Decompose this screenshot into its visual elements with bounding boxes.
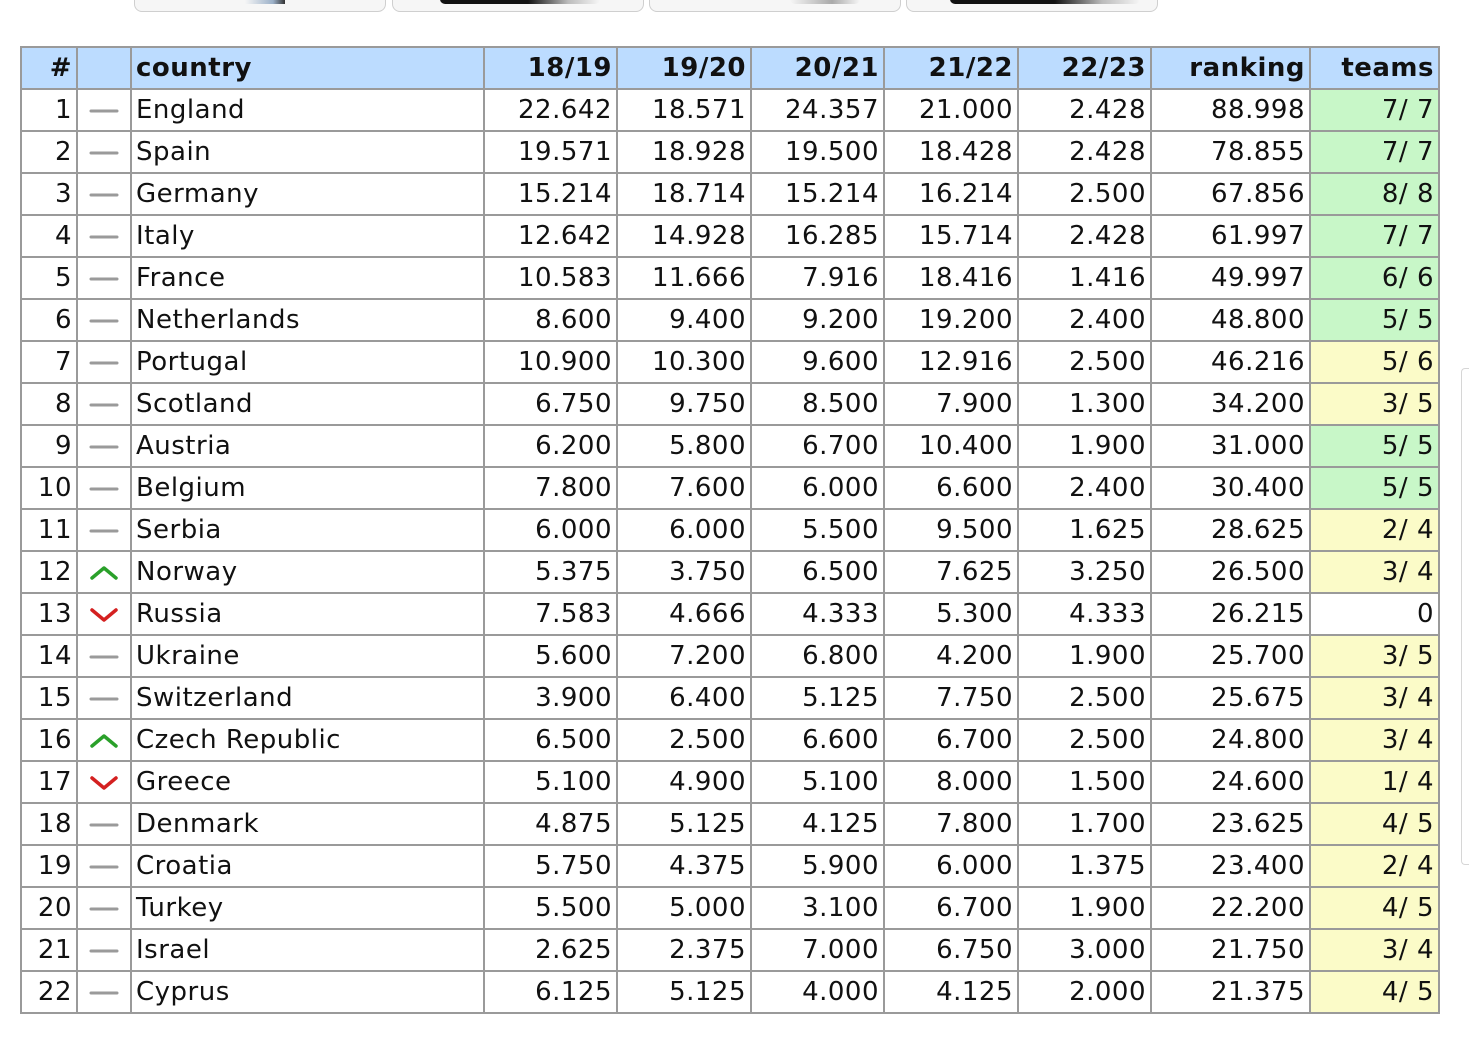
cell-season-coefficient: 4.125 <box>884 971 1018 1013</box>
chevron-down-icon <box>88 773 120 793</box>
header-season-21-22[interactable]: 21/22 <box>884 47 1018 89</box>
cell-teams: 3/ 4 <box>1310 929 1439 971</box>
cell-ranking: 88.998 <box>1151 89 1310 131</box>
cell-rank: 4 <box>21 215 77 257</box>
cell-country[interactable]: Russia <box>131 593 484 635</box>
cell-season-coefficient: 15.214 <box>751 173 884 215</box>
cell-season-coefficient: 2.500 <box>1018 173 1151 215</box>
cell-season-coefficient: 1.900 <box>1018 887 1151 929</box>
cell-ranking: 30.400 <box>1151 467 1310 509</box>
cell-teams: 3/ 4 <box>1310 677 1439 719</box>
cell-season-coefficient: 7.800 <box>484 467 617 509</box>
cell-season-coefficient: 6.700 <box>884 719 1018 761</box>
cell-season-coefficient: 1.900 <box>1018 425 1151 467</box>
cell-ranking: 26.500 <box>1151 551 1310 593</box>
cell-trend <box>77 593 131 635</box>
cell-teams: 4/ 5 <box>1310 887 1439 929</box>
cell-trend <box>77 509 131 551</box>
cell-ranking: 46.216 <box>1151 341 1310 383</box>
dash-icon <box>88 815 120 835</box>
cell-rank: 2 <box>21 131 77 173</box>
cell-rank: 13 <box>21 593 77 635</box>
cell-rank: 8 <box>21 383 77 425</box>
cell-trend <box>77 173 131 215</box>
cell-season-coefficient: 7.916 <box>751 257 884 299</box>
cell-season-coefficient: 7.750 <box>884 677 1018 719</box>
cell-season-coefficient: 7.900 <box>884 383 1018 425</box>
cell-trend <box>77 89 131 131</box>
header-ranking[interactable]: ranking <box>1151 47 1310 89</box>
cell-season-coefficient: 2.428 <box>1018 215 1151 257</box>
cell-teams: 4/ 5 <box>1310 803 1439 845</box>
cell-season-coefficient: 2.500 <box>1018 677 1151 719</box>
cell-ranking: 78.855 <box>1151 131 1310 173</box>
table-row <box>21 677 1439 719</box>
cell-season-coefficient: 11.666 <box>617 257 751 299</box>
table-row <box>21 593 1439 635</box>
table-header-row <box>21 47 1439 89</box>
dash-icon <box>88 269 120 289</box>
cell-rank: 7 <box>21 341 77 383</box>
cell-trend <box>77 803 131 845</box>
table-row <box>21 803 1439 845</box>
table-row <box>21 341 1439 383</box>
cell-season-coefficient: 8.600 <box>484 299 617 341</box>
cell-season-coefficient: 6.750 <box>884 929 1018 971</box>
cell-season-coefficient: 18.428 <box>884 131 1018 173</box>
cell-country[interactable]: Spain <box>131 131 484 173</box>
cell-season-coefficient: 6.800 <box>751 635 884 677</box>
thumbnail-image <box>440 0 600 4</box>
cell-ranking: 21.375 <box>1151 971 1310 1013</box>
dash-icon <box>88 353 120 373</box>
cell-season-coefficient: 8.500 <box>751 383 884 425</box>
cell-season-coefficient: 9.500 <box>884 509 1018 551</box>
table-row <box>21 131 1439 173</box>
cell-country[interactable]: Switzerland <box>131 677 484 719</box>
cell-season-coefficient: 4.125 <box>751 803 884 845</box>
cell-ranking: 61.997 <box>1151 215 1310 257</box>
cell-season-coefficient: 1.900 <box>1018 635 1151 677</box>
cell-country[interactable]: Scotland <box>131 383 484 425</box>
table-row <box>21 509 1439 551</box>
dash-icon <box>88 395 120 415</box>
cell-trend <box>77 383 131 425</box>
cell-season-coefficient: 4.666 <box>617 593 751 635</box>
side-panel-edge <box>1461 368 1469 865</box>
table-row <box>21 551 1439 593</box>
cell-season-coefficient: 5.300 <box>884 593 1018 635</box>
cell-season-coefficient: 5.800 <box>617 425 751 467</box>
cell-trend <box>77 635 131 677</box>
cell-ranking: 23.400 <box>1151 845 1310 887</box>
cell-season-coefficient: 8.000 <box>884 761 1018 803</box>
dash-icon <box>88 227 120 247</box>
cell-teams: 5/ 5 <box>1310 299 1439 341</box>
cell-season-coefficient: 4.333 <box>1018 593 1151 635</box>
cell-teams: 2/ 4 <box>1310 509 1439 551</box>
cell-ranking: 67.856 <box>1151 173 1310 215</box>
cell-season-coefficient: 5.125 <box>617 803 751 845</box>
cell-season-coefficient: 1.416 <box>1018 257 1151 299</box>
cell-season-coefficient: 18.928 <box>617 131 751 173</box>
uefa-country-ranking-table <box>20 46 1440 1014</box>
cell-season-coefficient: 1.375 <box>1018 845 1151 887</box>
cell-teams: 4/ 5 <box>1310 971 1439 1013</box>
cell-season-coefficient: 5.375 <box>484 551 617 593</box>
cell-teams: 5/ 5 <box>1310 425 1439 467</box>
cell-teams: 7/ 7 <box>1310 89 1439 131</box>
cell-season-coefficient: 3.900 <box>484 677 617 719</box>
cell-country[interactable]: Germany <box>131 173 484 215</box>
dash-icon <box>88 647 120 667</box>
cell-season-coefficient: 12.642 <box>484 215 617 257</box>
cell-season-coefficient: 4.333 <box>751 593 884 635</box>
cell-country[interactable]: Greece <box>131 761 484 803</box>
cell-season-coefficient: 4.875 <box>484 803 617 845</box>
table-row <box>21 299 1439 341</box>
cell-ranking: 48.800 <box>1151 299 1310 341</box>
cell-country[interactable]: Czech Republic <box>131 719 484 761</box>
cell-season-coefficient: 2.428 <box>1018 131 1151 173</box>
cell-trend <box>77 887 131 929</box>
cell-teams: 3/ 4 <box>1310 551 1439 593</box>
cell-season-coefficient: 19.571 <box>484 131 617 173</box>
cell-rank: 16 <box>21 719 77 761</box>
dash-icon <box>88 101 120 121</box>
cell-rank: 6 <box>21 299 77 341</box>
cell-season-coefficient: 1.625 <box>1018 509 1151 551</box>
cell-trend <box>77 677 131 719</box>
cell-trend <box>77 761 131 803</box>
cell-teams: 1/ 4 <box>1310 761 1439 803</box>
cell-season-coefficient: 2.400 <box>1018 467 1151 509</box>
cell-country[interactable]: Portugal <box>131 341 484 383</box>
cell-season-coefficient: 9.750 <box>617 383 751 425</box>
cell-teams: 6/ 6 <box>1310 257 1439 299</box>
cell-season-coefficient: 15.714 <box>884 215 1018 257</box>
cell-rank: 21 <box>21 929 77 971</box>
cell-country[interactable]: Belgium <box>131 467 484 509</box>
cell-season-coefficient: 3.750 <box>617 551 751 593</box>
cell-season-coefficient: 6.600 <box>884 467 1018 509</box>
cell-season-coefficient: 5.750 <box>484 845 617 887</box>
cell-season-coefficient: 6.000 <box>617 509 751 551</box>
chevron-down-icon <box>88 605 120 625</box>
cell-trend <box>77 131 131 173</box>
cell-season-coefficient: 10.300 <box>617 341 751 383</box>
header-season-20-21[interactable]: 20/21 <box>751 47 884 89</box>
cell-trend <box>77 215 131 257</box>
cell-teams: 8/ 8 <box>1310 173 1439 215</box>
cell-season-coefficient: 10.583 <box>484 257 617 299</box>
cell-ranking: 22.200 <box>1151 887 1310 929</box>
table-row <box>21 929 1439 971</box>
header-teams[interactable]: teams <box>1310 47 1439 89</box>
cell-country[interactable]: France <box>131 257 484 299</box>
dash-icon <box>88 437 120 457</box>
cell-ranking: 26.215 <box>1151 593 1310 635</box>
thumbnail-image <box>950 0 1140 4</box>
cell-teams: 2/ 4 <box>1310 845 1439 887</box>
cell-season-coefficient: 6.000 <box>484 509 617 551</box>
cell-rank: 17 <box>21 761 77 803</box>
cell-rank: 18 <box>21 803 77 845</box>
cell-season-coefficient: 2.500 <box>1018 719 1151 761</box>
cell-country[interactable]: England <box>131 89 484 131</box>
thumbnail-tab[interactable] <box>649 0 901 12</box>
table-row <box>21 635 1439 677</box>
cell-rank: 14 <box>21 635 77 677</box>
cell-trend <box>77 341 131 383</box>
cell-season-coefficient: 1.300 <box>1018 383 1151 425</box>
cell-season-coefficient: 5.000 <box>617 887 751 929</box>
cell-season-coefficient: 2.428 <box>1018 89 1151 131</box>
cell-country[interactable]: Italy <box>131 215 484 257</box>
cell-season-coefficient: 9.200 <box>751 299 884 341</box>
cell-season-coefficient: 6.600 <box>751 719 884 761</box>
cell-season-coefficient: 6.500 <box>751 551 884 593</box>
cell-season-coefficient: 5.500 <box>751 509 884 551</box>
cell-ranking: 23.625 <box>1151 803 1310 845</box>
cell-season-coefficient: 19.200 <box>884 299 1018 341</box>
cell-country[interactable]: Denmark <box>131 803 484 845</box>
cell-country[interactable]: Israel <box>131 929 484 971</box>
cell-season-coefficient: 4.000 <box>751 971 884 1013</box>
cell-season-coefficient: 18.416 <box>884 257 1018 299</box>
cell-rank: 10 <box>21 467 77 509</box>
cell-season-coefficient: 7.583 <box>484 593 617 635</box>
header-season-22-23[interactable]: 22/23 <box>1018 47 1151 89</box>
table-row <box>21 971 1439 1013</box>
cell-season-coefficient: 7.200 <box>617 635 751 677</box>
cell-country[interactable]: Norway <box>131 551 484 593</box>
cell-teams: 5/ 6 <box>1310 341 1439 383</box>
cell-rank: 15 <box>21 677 77 719</box>
cell-season-coefficient: 2.000 <box>1018 971 1151 1013</box>
cell-season-coefficient: 9.600 <box>751 341 884 383</box>
table-row <box>21 425 1439 467</box>
cell-trend <box>77 467 131 509</box>
table-row <box>21 383 1439 425</box>
dash-icon <box>88 857 120 877</box>
cell-season-coefficient: 2.375 <box>617 929 751 971</box>
cell-season-coefficient: 12.916 <box>884 341 1018 383</box>
cell-ranking: 21.750 <box>1151 929 1310 971</box>
cell-season-coefficient: 16.285 <box>751 215 884 257</box>
table-row <box>21 257 1439 299</box>
cell-ranking: 25.675 <box>1151 677 1310 719</box>
cell-country[interactable]: Croatia <box>131 845 484 887</box>
cell-season-coefficient: 7.625 <box>884 551 1018 593</box>
cell-season-coefficient: 18.714 <box>617 173 751 215</box>
cell-season-coefficient: 15.214 <box>484 173 617 215</box>
dash-icon <box>88 311 120 331</box>
cell-season-coefficient: 6.400 <box>617 677 751 719</box>
cell-season-coefficient: 7.600 <box>617 467 751 509</box>
cell-season-coefficient: 18.571 <box>617 89 751 131</box>
cell-ranking: 24.600 <box>1151 761 1310 803</box>
cell-teams: 7/ 7 <box>1310 131 1439 173</box>
dash-icon <box>88 899 120 919</box>
cell-season-coefficient: 1.500 <box>1018 761 1151 803</box>
header-season-19-20[interactable]: 19/20 <box>617 47 751 89</box>
cell-season-coefficient: 3.100 <box>751 887 884 929</box>
cell-season-coefficient: 6.750 <box>484 383 617 425</box>
cell-season-coefficient: 19.500 <box>751 131 884 173</box>
cell-rank: 20 <box>21 887 77 929</box>
cell-season-coefficient: 6.500 <box>484 719 617 761</box>
thumbnail-image <box>790 0 860 4</box>
table-row <box>21 845 1439 887</box>
cell-season-coefficient: 2.500 <box>1018 341 1151 383</box>
cell-teams: 3/ 5 <box>1310 383 1439 425</box>
cell-trend <box>77 425 131 467</box>
cell-season-coefficient: 10.400 <box>884 425 1018 467</box>
cell-season-coefficient: 21.000 <box>884 89 1018 131</box>
cell-season-coefficient: 5.500 <box>484 887 617 929</box>
cell-season-coefficient: 4.900 <box>617 761 751 803</box>
cell-season-coefficient: 3.250 <box>1018 551 1151 593</box>
cell-ranking: 24.800 <box>1151 719 1310 761</box>
top-thumbnail-strip <box>130 0 1160 12</box>
cell-trend <box>77 257 131 299</box>
cell-trend <box>77 719 131 761</box>
cell-country[interactable]: Turkey <box>131 887 484 929</box>
cell-season-coefficient: 6.700 <box>884 887 1018 929</box>
cell-season-coefficient: 4.200 <box>884 635 1018 677</box>
cell-season-coefficient: 9.400 <box>617 299 751 341</box>
cell-season-coefficient: 3.000 <box>1018 929 1151 971</box>
cell-season-coefficient: 16.214 <box>884 173 1018 215</box>
cell-trend <box>77 929 131 971</box>
cell-season-coefficient: 6.700 <box>751 425 884 467</box>
cell-teams: 0 <box>1310 593 1439 635</box>
dash-icon <box>88 689 120 709</box>
cell-trend <box>77 299 131 341</box>
cell-rank: 1 <box>21 89 77 131</box>
chevron-up-icon <box>88 731 120 751</box>
cell-season-coefficient: 7.000 <box>751 929 884 971</box>
cell-teams: 7/ 7 <box>1310 215 1439 257</box>
cell-country[interactable]: Ukraine <box>131 635 484 677</box>
cell-season-coefficient: 7.800 <box>884 803 1018 845</box>
thumbnail-image <box>245 0 285 4</box>
table-row <box>21 719 1439 761</box>
dash-icon <box>88 941 120 961</box>
cell-season-coefficient: 1.700 <box>1018 803 1151 845</box>
cell-season-coefficient: 5.100 <box>751 761 884 803</box>
header-rank[interactable]: # <box>21 47 77 89</box>
header-season-18-19[interactable]: 18/19 <box>484 47 617 89</box>
cell-season-coefficient: 14.928 <box>617 215 751 257</box>
cell-rank: 22 <box>21 971 77 1013</box>
cell-season-coefficient: 5.125 <box>617 971 751 1013</box>
chevron-up-icon <box>88 563 120 583</box>
cell-teams: 3/ 5 <box>1310 635 1439 677</box>
cell-rank: 19 <box>21 845 77 887</box>
cell-trend <box>77 845 131 887</box>
cell-country[interactable]: Serbia <box>131 509 484 551</box>
dash-icon <box>88 185 120 205</box>
cell-ranking: 49.997 <box>1151 257 1310 299</box>
cell-teams: 3/ 4 <box>1310 719 1439 761</box>
cell-season-coefficient: 6.000 <box>884 845 1018 887</box>
cell-teams: 5/ 5 <box>1310 467 1439 509</box>
cell-ranking: 28.625 <box>1151 509 1310 551</box>
cell-rank: 9 <box>21 425 77 467</box>
cell-season-coefficient: 10.900 <box>484 341 617 383</box>
cell-season-coefficient: 4.375 <box>617 845 751 887</box>
cell-season-coefficient: 5.600 <box>484 635 617 677</box>
cell-rank: 3 <box>21 173 77 215</box>
cell-country[interactable]: Cyprus <box>131 971 484 1013</box>
cell-ranking: 31.000 <box>1151 425 1310 467</box>
table-row <box>21 89 1439 131</box>
table-row <box>21 173 1439 215</box>
cell-season-coefficient: 24.357 <box>751 89 884 131</box>
dash-icon <box>88 143 120 163</box>
cell-ranking: 34.200 <box>1151 383 1310 425</box>
cell-season-coefficient: 2.625 <box>484 929 617 971</box>
cell-country[interactable]: Austria <box>131 425 484 467</box>
cell-season-coefficient: 22.642 <box>484 89 617 131</box>
cell-season-coefficient: 2.400 <box>1018 299 1151 341</box>
cell-rank: 12 <box>21 551 77 593</box>
dash-icon <box>88 479 120 499</box>
dash-icon <box>88 983 120 1003</box>
cell-trend <box>77 551 131 593</box>
cell-rank: 11 <box>21 509 77 551</box>
table-row <box>21 467 1439 509</box>
table-row <box>21 761 1439 803</box>
header-trend <box>77 47 131 89</box>
cell-trend <box>77 971 131 1013</box>
cell-season-coefficient: 2.500 <box>617 719 751 761</box>
cell-season-coefficient: 6.000 <box>751 467 884 509</box>
cell-season-coefficient: 6.200 <box>484 425 617 467</box>
cell-season-coefficient: 5.125 <box>751 677 884 719</box>
table-row <box>21 887 1439 929</box>
cell-rank: 5 <box>21 257 77 299</box>
table-row <box>21 215 1439 257</box>
cell-country[interactable]: Netherlands <box>131 299 484 341</box>
cell-ranking: 25.700 <box>1151 635 1310 677</box>
cell-season-coefficient: 5.100 <box>484 761 617 803</box>
header-country[interactable]: country <box>131 47 484 89</box>
cell-season-coefficient: 5.900 <box>751 845 884 887</box>
dash-icon <box>88 521 120 541</box>
cell-season-coefficient: 6.125 <box>484 971 617 1013</box>
table-body <box>21 89 1439 1013</box>
